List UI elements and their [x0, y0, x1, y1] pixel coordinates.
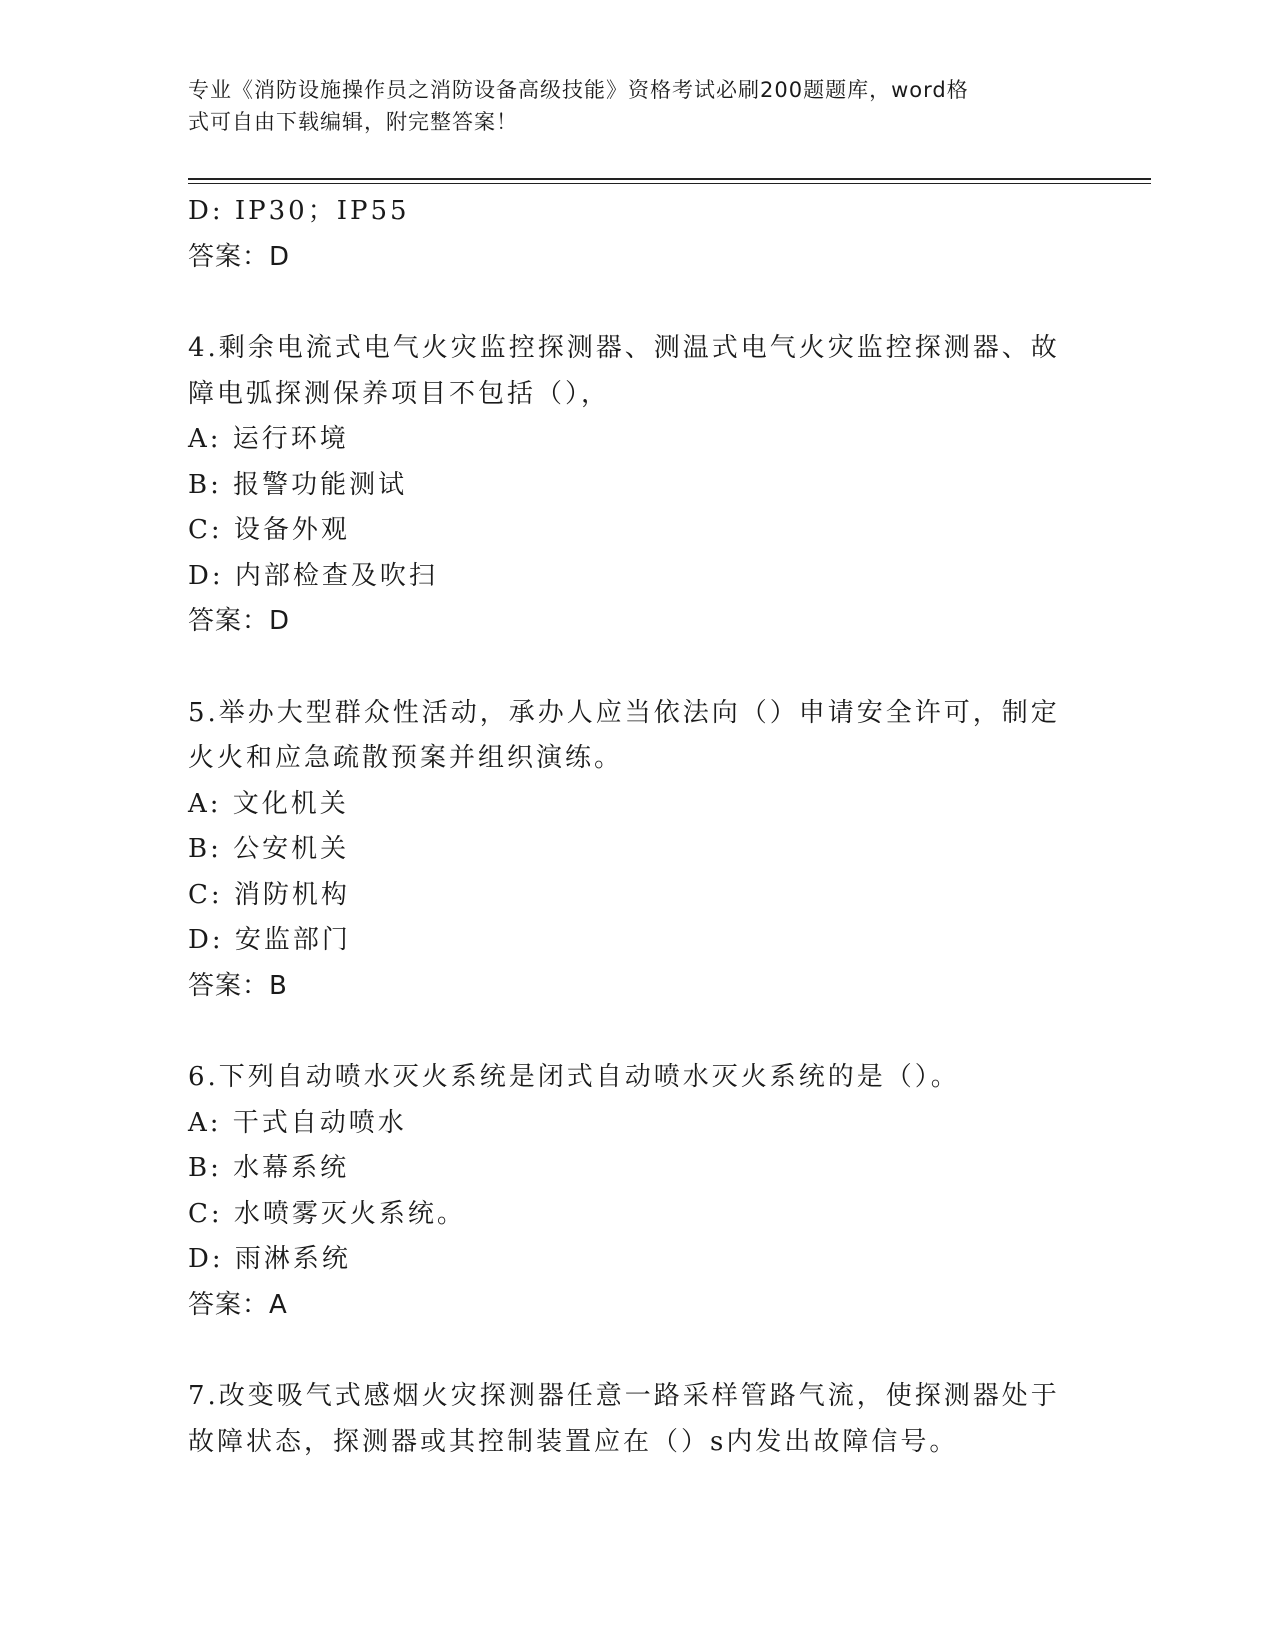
question-stem-line: 4.剩余电流式电气火灾监控探测器、测温式电气火灾监控探测器、故 — [188, 333, 1060, 363]
header-divider-thin — [188, 183, 1151, 184]
option-d: D: IP30；IP55 — [188, 196, 410, 226]
question-stem-line: 5.举办大型群众性活动，承办人应当依法向（）申请安全许可，制定 — [188, 697, 1060, 728]
question-block — [188, 691, 1088, 1010]
question-stem-line: 6.下列自动喷水灭火系统是闭式自动喷水灭火系统的是（）。 — [188, 1062, 960, 1092]
option-c: C: 设备外观 — [188, 515, 350, 545]
question-stem-line: 障电弧探测保养项目不包括（）， — [188, 378, 611, 409]
document-header — [188, 74, 1088, 138]
answer-line: 答案：D — [188, 606, 291, 636]
option-a: A: 运行环境 — [188, 424, 349, 454]
option-c: C: 消防机构 — [188, 879, 350, 910]
question-block — [188, 1374, 1088, 1465]
option-d: D: 内部检查及吹扫 — [188, 560, 438, 591]
question-block — [188, 326, 1088, 645]
option-a: A: 文化机关 — [188, 788, 349, 819]
answer-line: 答案：D — [188, 241, 291, 272]
question-stem-line: 火火和应急疏散预案并组织演练。 — [188, 743, 624, 773]
answer-line: 答案：A — [188, 1289, 288, 1320]
option-a: A: 干式自动喷水 — [188, 1107, 407, 1138]
question-stem-line: 7.改变吸气式感烟火灾探测器任意一路采样管路气流，使探测器处于 — [188, 1381, 1060, 1411]
question-block — [188, 1055, 1088, 1328]
header-line-1: 专业《消防设施操作员之消防设备高级技能》资格考试必刷200题题库，word格 — [188, 78, 969, 102]
option-c: C: 水喷雾灭火系统。 — [188, 1198, 466, 1229]
option-b: B: 报警功能测试 — [188, 469, 408, 500]
header-divider — [188, 178, 1151, 180]
answer-line: 答案：B — [188, 970, 288, 1001]
option-d: D: 雨淋系统 — [188, 1244, 351, 1274]
header-line-2: 式可自由下载编辑，附完整答案！ — [188, 110, 518, 134]
option-b: B: 水幕系统 — [188, 1153, 350, 1183]
question-list — [188, 189, 1088, 1465]
question-stem-line: 故障状态，探测器或其控制装置应在（）s内发出故障信号。 — [188, 1426, 959, 1457]
option-d: D: 安监部门 — [188, 925, 351, 955]
option-b: B: 公安机关 — [188, 834, 350, 864]
